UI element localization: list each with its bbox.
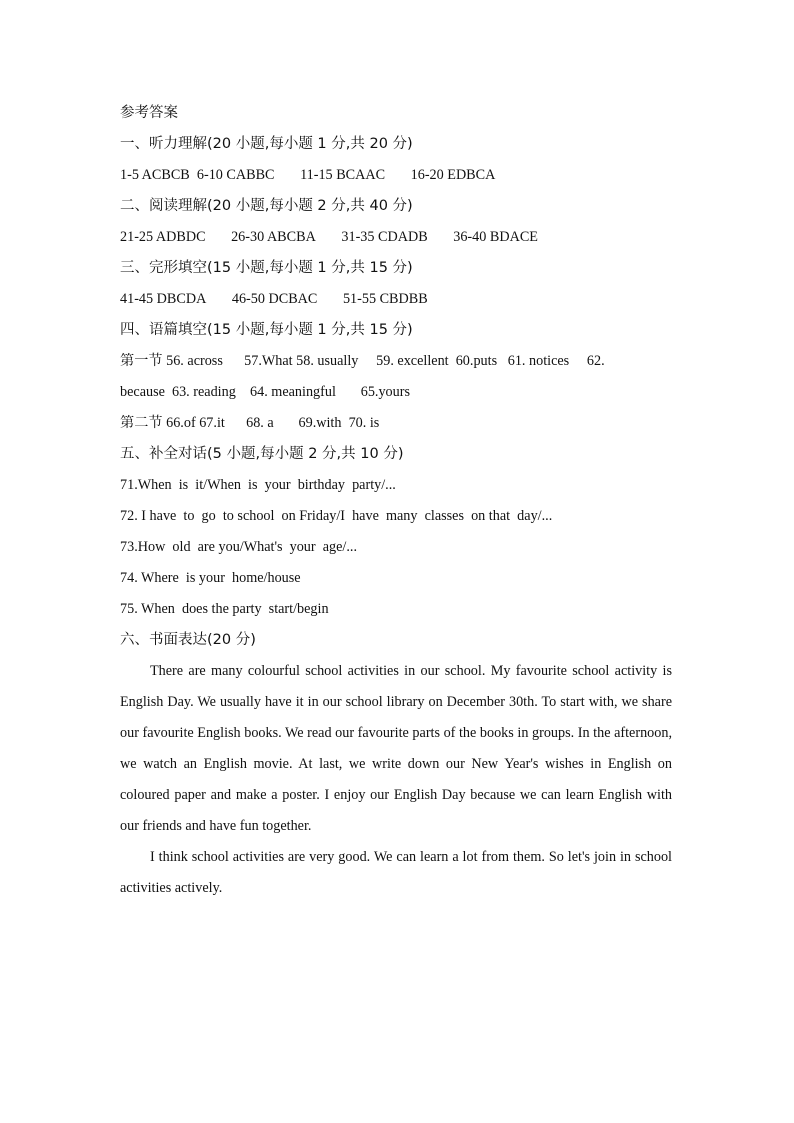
answer-group: 51-55 CBDBB <box>342 291 428 307</box>
dialogue-answer-75: 75. When does the party start/begin <box>120 601 329 617</box>
section-4-part-1-line-1 <box>120 346 672 377</box>
dialogue-answer-73: 73.How old are you/What's your age/... <box>120 539 357 555</box>
answer-line: because 63. reading 64. meaningful 65.yours <box>120 384 410 400</box>
answer-line: 第二节 66.of 67.it 68. a 69.with 70. is <box>120 415 380 431</box>
section-6-heading: 六、书面表达(20 分) <box>120 632 256 648</box>
dialogue-answer-74: 74. Where is your home/house <box>120 570 301 586</box>
answer-group: 26-30 ABCBA <box>231 229 316 245</box>
document-title: 参考答案 <box>120 105 178 121</box>
answer-group: 21-25 ADBDC <box>120 229 206 245</box>
essay-paragraph-2: I think school activities are very good. We can learn a lot from them. So let's join in school activities actively. <box>120 849 672 896</box>
section-4-part-1-line-2 <box>120 377 672 408</box>
answer-group: 1-5 ACBCB <box>120 167 190 183</box>
section-5-heading: 五、补全对话(5 小题,每小题 2 分,共 10 分) <box>120 446 404 462</box>
essay-paragraph-1: There are many colourful school activities in our school. My favourite school activity is English Day. We usually have it in our school library on December 30th. To start with, we share our favourite English books. We read our favourite parts of the books in groups. In the afternoon, we watch an English movie. At last, we write down our New Year's wishes in English on coloured paper and make a poster. I enjoy our English Day because we can learn English with our friends and have fun together. <box>120 663 672 834</box>
section-2-heading: 二、阅读理解(20 小题,每小题 2 分,共 40 分) <box>120 198 413 214</box>
answer-group: 46-50 DCBAC <box>231 291 318 307</box>
answer-line: 第一节 56. across 57.What 58. usually 59. excellent 60.puts 61. notices 62. <box>120 353 605 369</box>
section-4-part-2-line <box>120 408 672 439</box>
answer-group: 16-20 EDBCA <box>410 167 496 183</box>
answer-group: 41-45 DBCDA <box>120 291 207 307</box>
answer-group: 6-10 CABBC <box>196 167 275 183</box>
section-3-heading: 三、完形填空(15 小题,每小题 1 分,共 15 分) <box>120 260 413 276</box>
section-3-answers <box>120 284 672 315</box>
section-1-answers <box>120 160 672 191</box>
answer-group: 31-35 CDADB <box>341 229 428 245</box>
section-1-heading: 一、听力理解(20 小题,每小题 1 分,共 20 分) <box>120 136 413 152</box>
dialogue-answer-71: 71.When is it/When is your birthday party/... <box>120 477 396 493</box>
answer-key-document <box>120 98 672 904</box>
section-2-answers <box>120 222 672 253</box>
answer-group: 36-40 BDACE <box>453 229 538 245</box>
answer-group: 11-15 BCAAC <box>300 167 386 183</box>
section-4-heading: 四、语篇填空(15 小题,每小题 1 分,共 15 分) <box>120 322 413 338</box>
dialogue-answer-72: 72. I have to go to school on Friday/I have many classes on that day/... <box>120 508 553 524</box>
